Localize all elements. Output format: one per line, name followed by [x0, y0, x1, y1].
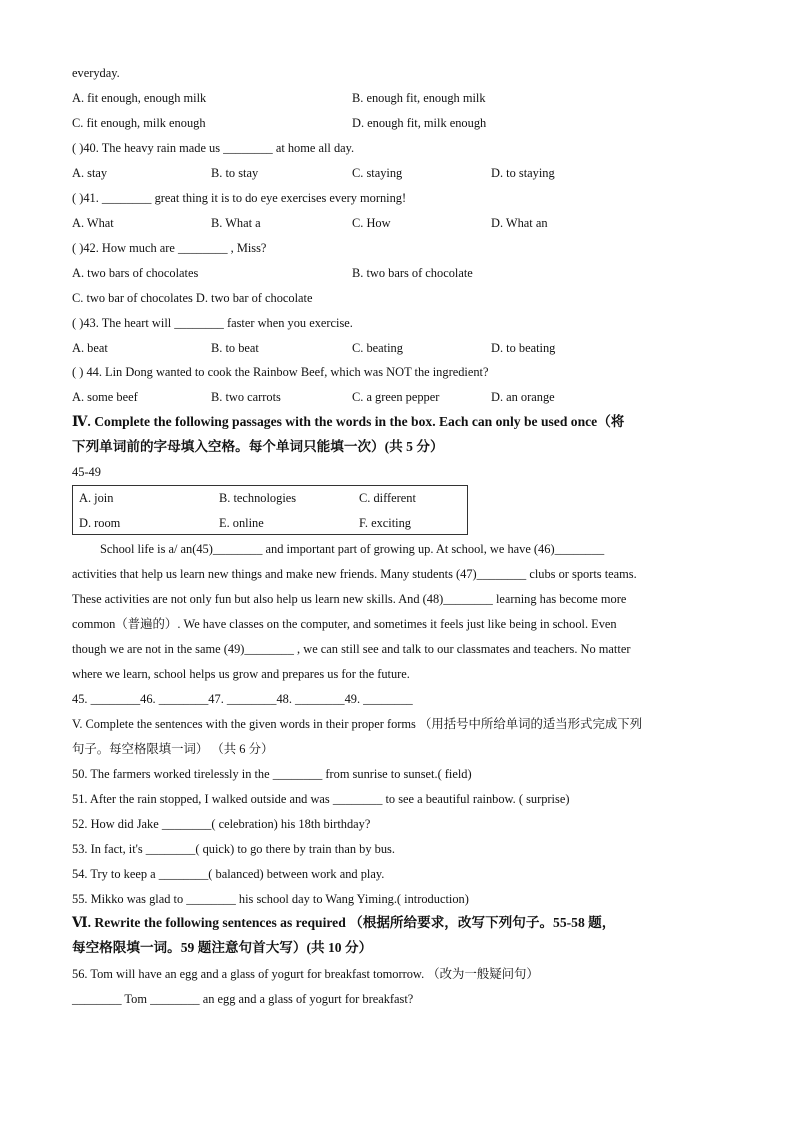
passage-line: These activities are not only fun but also help us learn new skills. And (48)________ learning has become more [72, 592, 627, 606]
rewrite-answer-line: ________ Tom ________ an egg and a glass of yogurt for breakfast? [72, 992, 414, 1006]
option-b: B. two carrots [211, 390, 281, 404]
question-stem: ( )43. The heart will ________ faster when you exercise. [72, 316, 353, 330]
option-a: A. stay [72, 166, 108, 180]
answer-blanks: 45. ________46. ________47. ________48. ________49. ________ [72, 692, 413, 706]
option-a: A. beat [72, 341, 108, 355]
passage-line: activities that help us learn new things and make new friends. Many students (47)________ clubs or sports teams. [72, 567, 637, 581]
word-option: F. exciting [359, 516, 412, 530]
option-a: A. fit enough, enough milk [72, 91, 207, 105]
passage-line: where we learn, school helps us grow and prepares us for the future. [72, 667, 410, 681]
word-option: A. join [79, 491, 114, 505]
section-heading: V. Complete the sentences with the given words in their proper forms （用括号中所给单词的适当形式完成下列 [72, 717, 643, 731]
question-stem: ( )40. The heavy rain made us ________ at home all day. [72, 141, 355, 155]
option-b: B. to beat [211, 341, 259, 355]
option-d: D. What an [491, 216, 548, 230]
word-option: D. room [79, 516, 121, 530]
rewrite-question: 56. Tom will have an egg and a glass of yogurt for breakfast tomorrow. （改为一般疑问句） [72, 967, 539, 981]
option-a: A. two bars of chocolates [72, 266, 199, 280]
option-c: C. staying [352, 166, 403, 180]
option-d: D. to beating [491, 341, 556, 355]
option-c-d: C. two bar of chocolates D. two bar of chocolate [72, 291, 313, 305]
passage-line: common（普遍的）. We have classes on the computer, and sometimes it feels just like being in school. Even [72, 617, 617, 631]
sentence-item: 51. After the rain stopped, I walked outside and was ________ to see a beautiful rainbow. ( surprise) [72, 792, 570, 806]
section-heading: 下列单词前的字母填入空格。每个单词只能填一次）(共 5 分） [72, 439, 444, 454]
option-c: C. fit enough, milk enough [72, 116, 206, 130]
option-c: C. How [352, 216, 391, 230]
option-c: C. a green pepper [352, 390, 440, 404]
word-box [72, 485, 468, 535]
question-range: 45-49 [72, 465, 101, 479]
word-option: E. online [219, 516, 264, 530]
question-stem: ( ) 44. Lin Dong wanted to cook the Rainbow Beef, which was NOT the ingredient? [72, 365, 489, 379]
word-option: B. technologies [219, 491, 297, 505]
section-heading: Ⅵ. Rewrite the following sentences as required （根据所给要求，改写下列句子。55-58 题， [72, 915, 616, 930]
option-b: B. What a [211, 216, 261, 230]
sentence-item: 53. In fact, it's ________( quick) to go there by train than by bus. [72, 842, 395, 856]
option-d: D. an orange [491, 390, 555, 404]
sentence-item: 54. Try to keep a ________( balanced) between work and play. [72, 867, 385, 881]
option-b: B. two bars of chocolate [352, 266, 473, 280]
sentence-item: 50. The farmers worked tirelessly in the ________ from sunrise to sunset.( field) [72, 767, 472, 781]
section-heading: 每空格限填一词。59 题注意句首大写）(共 10 分） [72, 940, 373, 955]
question-stem: ( )42. How much are ________ , Miss? [72, 241, 267, 255]
text-line: everyday. [72, 66, 120, 80]
option-c: C. beating [352, 341, 403, 355]
option-d: D. enough fit, milk enough [352, 116, 487, 130]
option-a: A. What [72, 216, 114, 230]
option-b: B. enough fit, enough milk [352, 91, 486, 105]
section-heading: 句子。每空格限填一词） （共 6 分） [72, 742, 274, 756]
option-a: A. some beef [72, 390, 138, 404]
passage-line: School life is a/ an(45)________ and important part of growing up. At school, we have (46)________ [100, 542, 605, 556]
passage-line: though we are not in the same (49)________ , we can still see and talk to our classmates and teachers. No matter [72, 642, 631, 656]
word-option: C. different [359, 491, 416, 505]
sentence-item: 52. How did Jake ________( celebration) his 18th birthday? [72, 817, 371, 831]
sentence-item: 55. Mikko was glad to ________ his school day to Wang Yiming.( introduction) [72, 892, 469, 906]
question-stem: ( )41. ________ great thing it is to do eye exercises every morning! [72, 191, 407, 205]
option-d: D. to staying [491, 166, 555, 180]
option-b: B. to stay [211, 166, 259, 180]
section-heading: Ⅳ. Complete the following passages with the words in the box. Each can only be used once（将 [72, 414, 625, 429]
